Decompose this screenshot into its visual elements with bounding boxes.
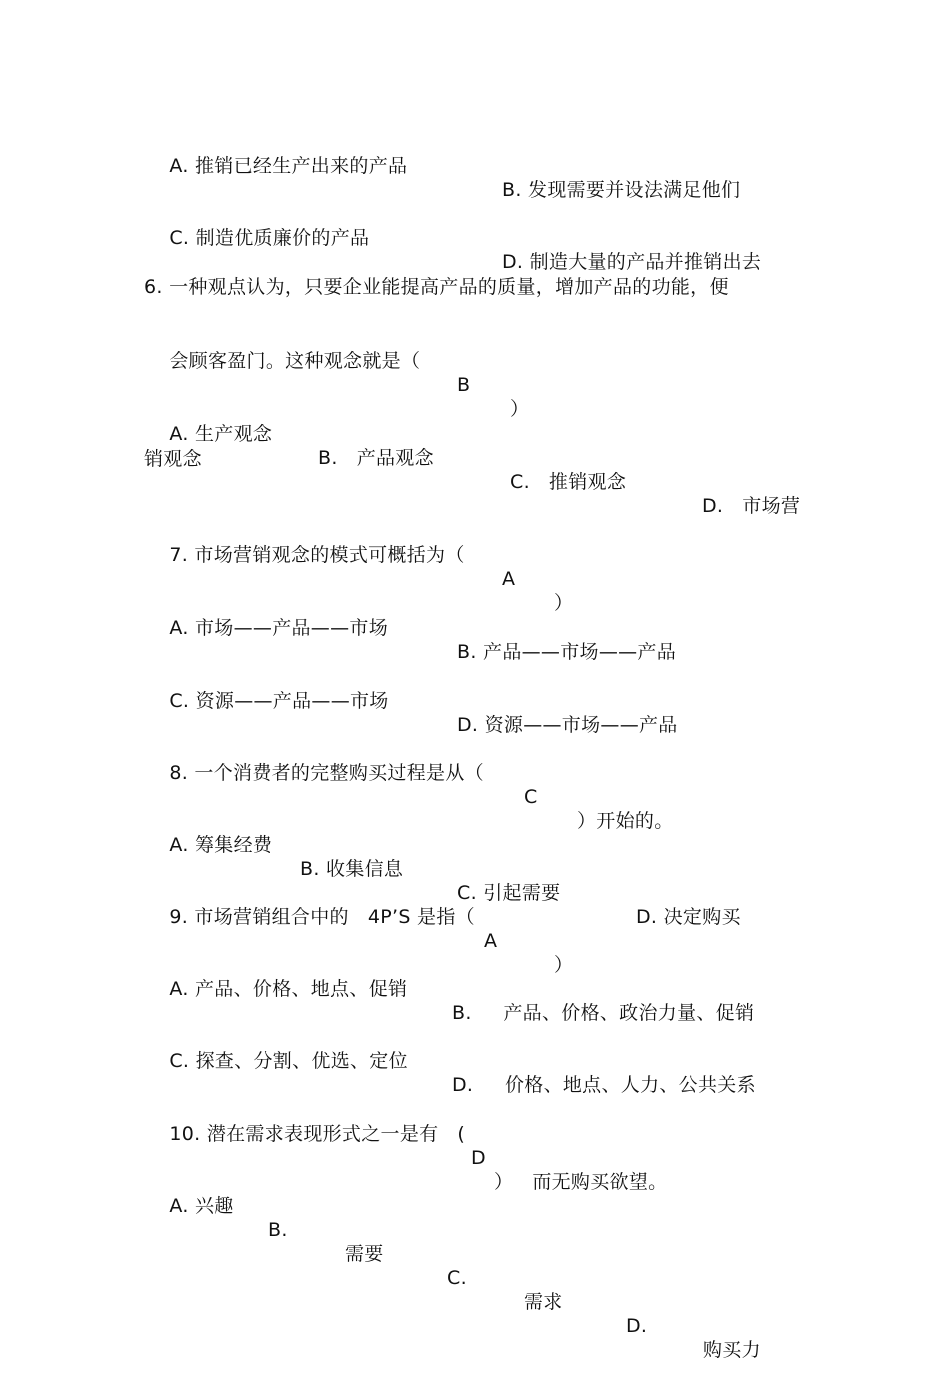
q5-option-d: D. 制造大量的产品并推销出去 — [502, 251, 762, 273]
q5-option-c: C. 制造优质廉价的产品 — [169, 227, 370, 249]
q8-stem-text: 8. 一个消费者的完整购买过程是从（ — [169, 762, 484, 784]
q7-stem-text: 7. 市场营销观念的模式可概括为（ — [169, 544, 465, 566]
q9-option-b: B. 产品、价格、政治力量、促销 — [452, 1002, 755, 1024]
q8-option-c: C. 引起需要 — [457, 882, 561, 904]
q6-option-c: C. 推销观念 — [510, 471, 627, 493]
q10-option-b-letter: B. — [268, 1219, 288, 1241]
q6-stem-line-1: 6. 一种观点认为，只要企业能提高产品的质量，增加产品的功能，便 — [144, 276, 729, 298]
q7-option-d: D. 资源——市场——产品 — [457, 714, 678, 736]
q9-stem-text: 9. 市场营销组合中的 4P’S 是指（ — [169, 906, 475, 928]
q6-close: ） — [510, 398, 530, 420]
q8-answer: C — [524, 786, 538, 808]
q6-answer: B — [457, 374, 471, 396]
q7-answer: A — [502, 568, 516, 590]
q5-option-b: B. 发现需要并设法满足他们 — [502, 179, 741, 201]
q10-option-b-text: 需要 — [345, 1243, 384, 1265]
q6-option-d-continued: 销观念 — [144, 448, 202, 470]
q8-option-a: A. 筹集经费 — [169, 834, 273, 856]
q9-option-a: A. 产品、价格、地点、促销 — [169, 978, 408, 1000]
q10-stem-text: 10. 潜在需求表现形式之一是有 ( — [169, 1123, 466, 1145]
q5-option-a: A. 推销已经生产出来的产品 — [169, 155, 408, 177]
q7-close: ） — [554, 592, 574, 614]
q6-stem-text: 会顾客盈门。这种观念就是（ — [169, 350, 421, 372]
q7-option-b: B. 产品——市场——产品 — [457, 641, 677, 663]
q10-close: ） 而无购买欲望。 — [494, 1171, 668, 1193]
q8-option-b: B. 收集信息 — [300, 858, 404, 880]
q8-close: ）开始的。 — [577, 810, 674, 832]
q10-option-c-text: 需求 — [524, 1291, 563, 1313]
q10-option-a: A. 兴趣 — [169, 1195, 234, 1217]
q7-option-a: A. 市场——产品——市场 — [169, 617, 389, 639]
q7-option-c: C. 资源——产品——市场 — [169, 690, 389, 712]
q10-option-c-letter: C. — [447, 1267, 467, 1289]
q9-answer: A — [484, 930, 498, 952]
q9-close: ） — [554, 954, 574, 976]
q10-option-d-text: 购买力 — [703, 1339, 761, 1361]
q9-option-d: D. 价格、地点、人力、公共关系 — [452, 1074, 756, 1096]
q9-option-c: C. 探查、分割、优选、定位 — [169, 1050, 408, 1072]
q6-option-d: D. 市场营 — [702, 495, 801, 517]
q10-option-d-letter: D. — [626, 1315, 648, 1337]
q6-option-b: B. 产品观念 — [318, 447, 434, 469]
q8-option-d: D. 决定购买 — [636, 906, 741, 928]
q10-answer: D — [471, 1147, 486, 1169]
q6-option-a: A. 生产观念 — [169, 423, 273, 445]
